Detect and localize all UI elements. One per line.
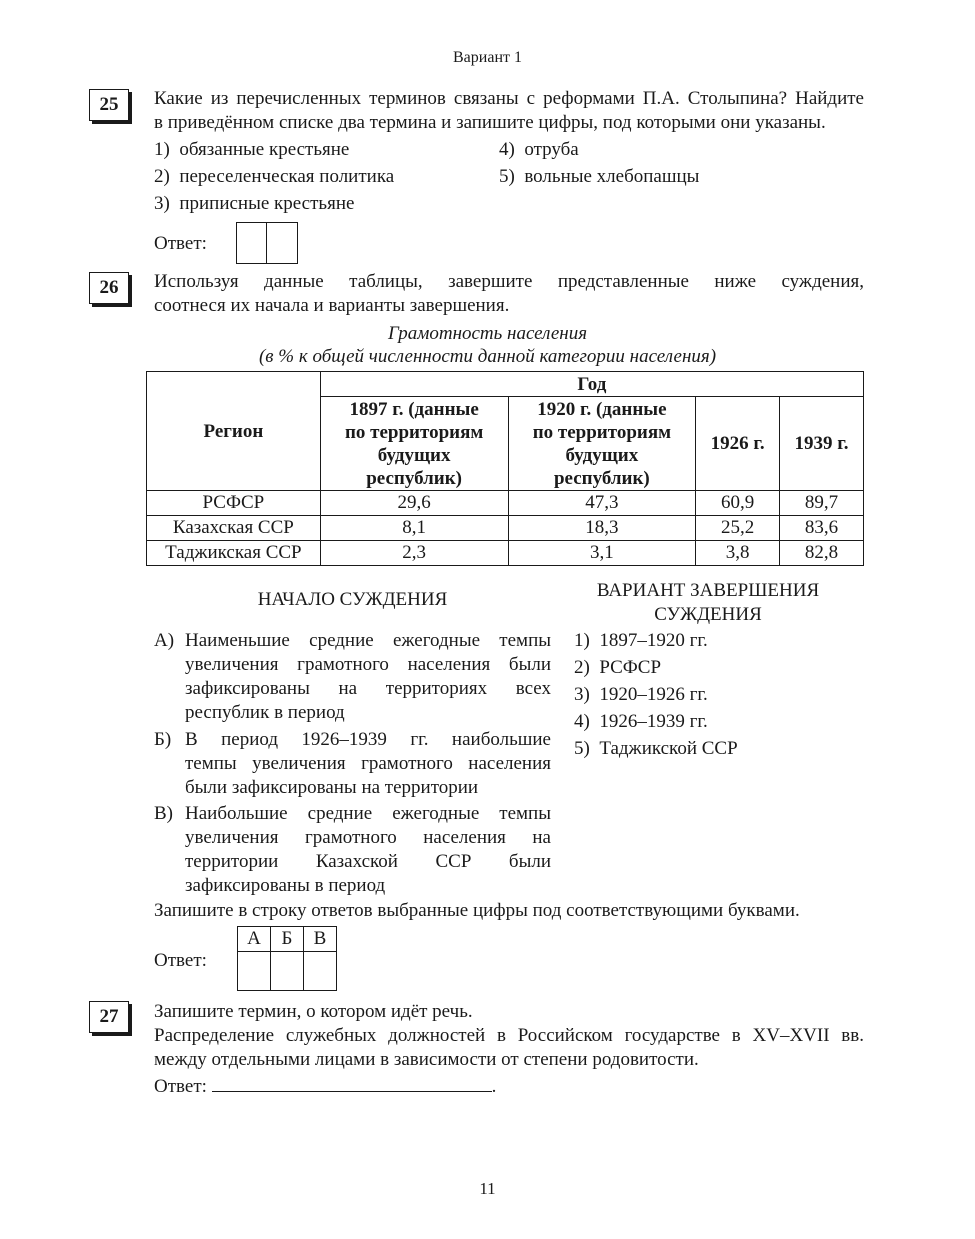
option-number: 2) [154,166,170,187]
table-row [147,516,864,541]
item-line: Наименьшие средние ежегодные темпы [185,630,551,651]
item-line: были зафиксированы на территории [185,777,479,798]
header-line: 1897 г. (данные [349,398,479,420]
answer-cell-a[interactable] [238,952,271,991]
answer-cell-v[interactable] [304,952,337,991]
q26-text-line1: Используя данные таблицы, завершите представленные ниже суждения, [154,271,864,292]
item-line: В период 1926–1939 гг. наибольшие [185,729,551,750]
literacy-table [146,371,864,566]
table-header-1920 [508,397,696,491]
item-letter: Б) [154,729,172,750]
cell-value: 89,7 [780,491,864,516]
option-number: 5) [499,166,515,187]
answer-letter-v: В [304,927,337,952]
q27-answer-label: Ответ: [154,1076,207,1097]
header-line: будущих [377,444,451,466]
option-label: обязанные крестьяне [179,139,350,160]
header-line: 1920 г. (данные [537,398,667,420]
item-line: зафиксированы на территориях всех [185,678,551,699]
cell-region: РСФСР [147,491,321,516]
item-line: увеличения грамотного населения на [185,827,551,848]
ending-item-3 [574,683,708,707]
question-26-number: 26 [89,272,129,304]
cell-value: 60,9 [696,491,780,516]
table-row [147,541,864,566]
q27-line1: Запишите термин, о котором идёт речь. [154,1001,473,1022]
cell-value: 83,6 [780,516,864,541]
ending-label: РСФСР [599,657,662,678]
header-line: республик) [366,467,463,489]
beginning-header: НАЧАЛО СУЖДЕНИЯ [257,589,448,610]
page-header: Вариант 1 [453,49,522,66]
cell-value: 8,1 [320,516,508,541]
header-line: республик) [553,467,650,489]
item-line: республик в период [185,702,345,723]
cell-value: 47,3 [508,491,696,516]
header-line: по территориям [344,421,484,443]
header-line: будущих [565,444,639,466]
q26-text-line2: соотнеся их начала и варианты завершения. [154,295,510,316]
q27-answer-end: . [491,1076,497,1097]
q26-answer-grid [237,926,337,991]
q25-text-line1: Какие из перечисленных терминов связаны с реформами П.А. Столыпина? Найдите [154,88,864,109]
cell-value: 2,3 [320,541,508,566]
q25-option-1 [154,138,349,162]
q25-text-line2: в приведённом списке два термина и запишите цифры, под которыми они указаны. [154,112,826,133]
option-number: 1) [154,139,170,160]
item-letter: В) [154,803,173,824]
page-number: 11 [479,1179,496,1198]
cell-value: 29,6 [320,491,508,516]
ending-label: 1926–1939 гг. [599,711,708,732]
q25-answer-label: Ответ: [154,233,207,254]
q25-answer-box[interactable] [236,222,298,264]
q25-option-3 [154,192,354,216]
question-27-number: 27 [89,1001,129,1033]
table-caption-subtitle: (в % к общей численности данной категории населения) [258,346,717,367]
cell-value: 82,8 [780,541,864,566]
cell-value: 25,2 [696,516,780,541]
table-header-1926: 1926 г. [696,397,780,491]
item-line: Наибольшие средние ежегодные темпы [185,803,551,824]
q27-answer-line[interactable] [212,1073,492,1092]
ending-number: 3) [574,684,590,705]
cell-region: Таджикская ССР [147,541,321,566]
table-row [147,491,864,516]
table-header-year: Год [320,372,863,397]
ending-label: 1920–1926 гг. [599,684,708,705]
ending-label: Таджикской ССР [599,738,738,759]
answer-letter-a: А [238,927,271,952]
q26-instruction: Запишите в строку ответов выбранные цифры под соответствующими буквами. [154,900,800,921]
item-line: темпы увеличения грамотного населения [185,753,551,774]
cell-value: 3,1 [508,541,696,566]
q25-option-4 [499,138,579,162]
answer-cell-b[interactable] [271,952,304,991]
item-letter: А) [154,630,175,651]
q25-option-5 [499,165,699,189]
table-header-region: Регион [147,372,321,491]
header-line: по территориям [532,421,672,443]
option-number: 4) [499,139,515,160]
cell-region: Казахская ССР [147,516,321,541]
ending-number: 1) [574,630,590,651]
ending-item-1 [574,629,708,653]
ending-number: 2) [574,657,590,678]
q26-answer-label: Ответ: [154,950,207,971]
option-label: переселенческая политика [179,166,395,187]
ending-header-line2: СУЖДЕНИЯ [654,604,762,625]
q27-line3: между отдельными лицами в зависимости от степени родовитости. [154,1049,699,1070]
option-label: вольные хлебопашцы [524,166,700,187]
ending-label: 1897–1920 гг. [599,630,708,651]
ending-number: 5) [574,738,590,759]
q27-line2: Распределение служебных должностей в Российском государстве в XV–XVII вв. [154,1025,864,1046]
option-label: приписные крестьяне [179,193,355,214]
table-header-1939: 1939 г. [780,397,864,491]
item-line: территории Казахской ССР были [185,851,551,872]
item-line: увеличения грамотного населения были [185,654,551,675]
cell-value: 3,8 [696,541,780,566]
answer-cell-divider [266,223,267,263]
table-caption-title: Грамотность населения [387,323,588,344]
ending-number: 4) [574,711,590,732]
q25-option-2 [154,165,394,189]
ending-item-2 [574,656,661,680]
ending-item-5 [574,737,738,761]
answer-letter-b: Б [271,927,304,952]
ending-header-line1: ВАРИАНТ ЗАВЕРШЕНИЯ [596,580,820,601]
cell-value: 18,3 [508,516,696,541]
option-label: отруба [524,139,579,160]
ending-item-4 [574,710,708,734]
item-line: зафиксированы в период [185,875,386,896]
option-number: 3) [154,193,170,214]
table-header-1897 [320,397,508,491]
question-25-number: 25 [89,89,129,121]
q27-answer-row [154,1073,496,1099]
